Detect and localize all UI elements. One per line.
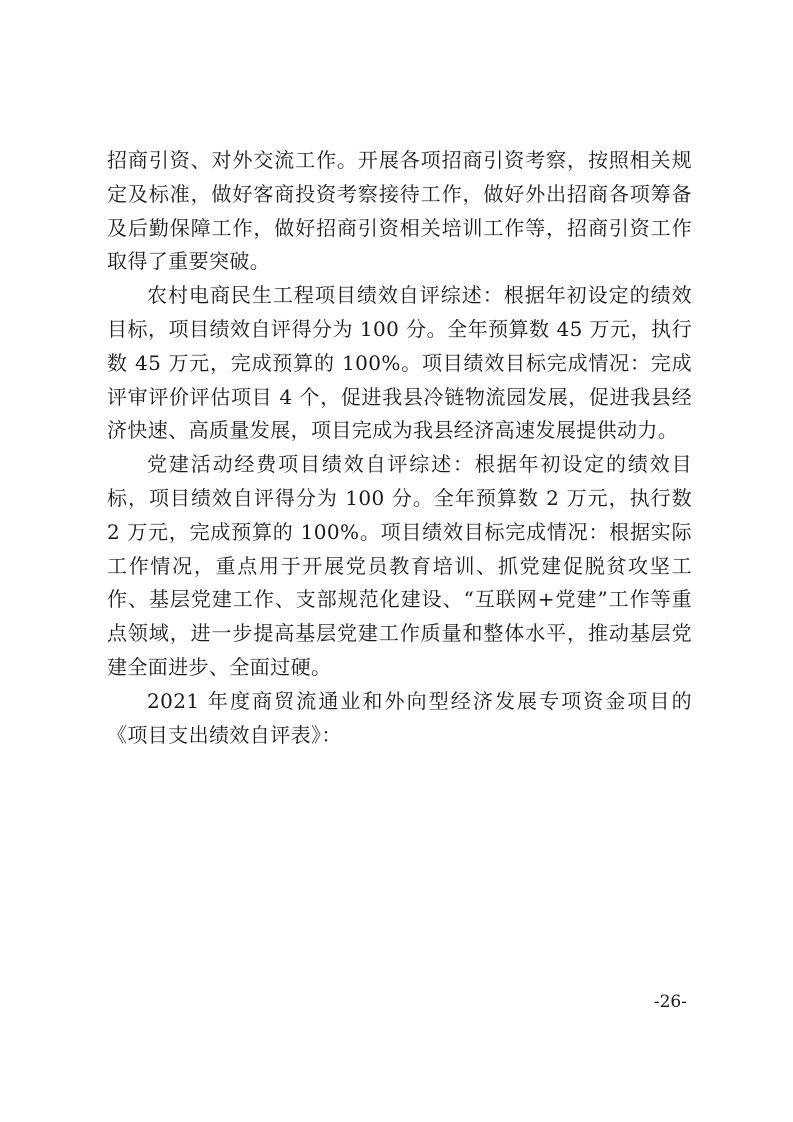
page-number: -26- [653, 992, 687, 1012]
paragraph-rural-ecommerce: 农村电商民生工程项目绩效自评综述：根据年初设定的绩效目标，项目绩效自评得分为 100 分。全年预算数 45 万元，执行数 45 万元，完成预算的 100%。项目绩效目标完成情况：完成评审评价评估项目 4 个，促进我县冷链物流园发展，促进我县经济快速、高质量发展，项目完成为我县经济高速发展提供动力。 [107, 283, 692, 443]
paragraph-self-evaluation-table-intro: 2021 年度商贸流通业和外向型经济发展专项资金项目的《项目支出绩效自评表》： [107, 688, 692, 747]
paragraph-party-building: 党建活动经费项目绩效自评综述：根据年初设定的绩效目标，项目绩效自评得分为 100 分。全年预算数 2 万元，执行数 2 万元，完成预算的 100%。项目绩效目标完成情况：根据实际工作情况，重点用于开展党员教育培训、抓党建促脱贫攻坚工作、基层党建工作、支部规范化建设、“互联网+党建”工作等重点领域，进一步提高基层党建工作质量和整体水平，推动基层党建全面进步、全面过硬。 [107, 452, 692, 679]
paragraph-investment-work: 招商引资、对外交流工作。开展各项招商引资考察，按照相关规定及标准，做好客商投资考察接待工作，做好外出招商各项筹备及后勤保障工作，做好招商引资相关培训工作等，招商引资工作取得了重要突破。 [107, 148, 692, 274]
